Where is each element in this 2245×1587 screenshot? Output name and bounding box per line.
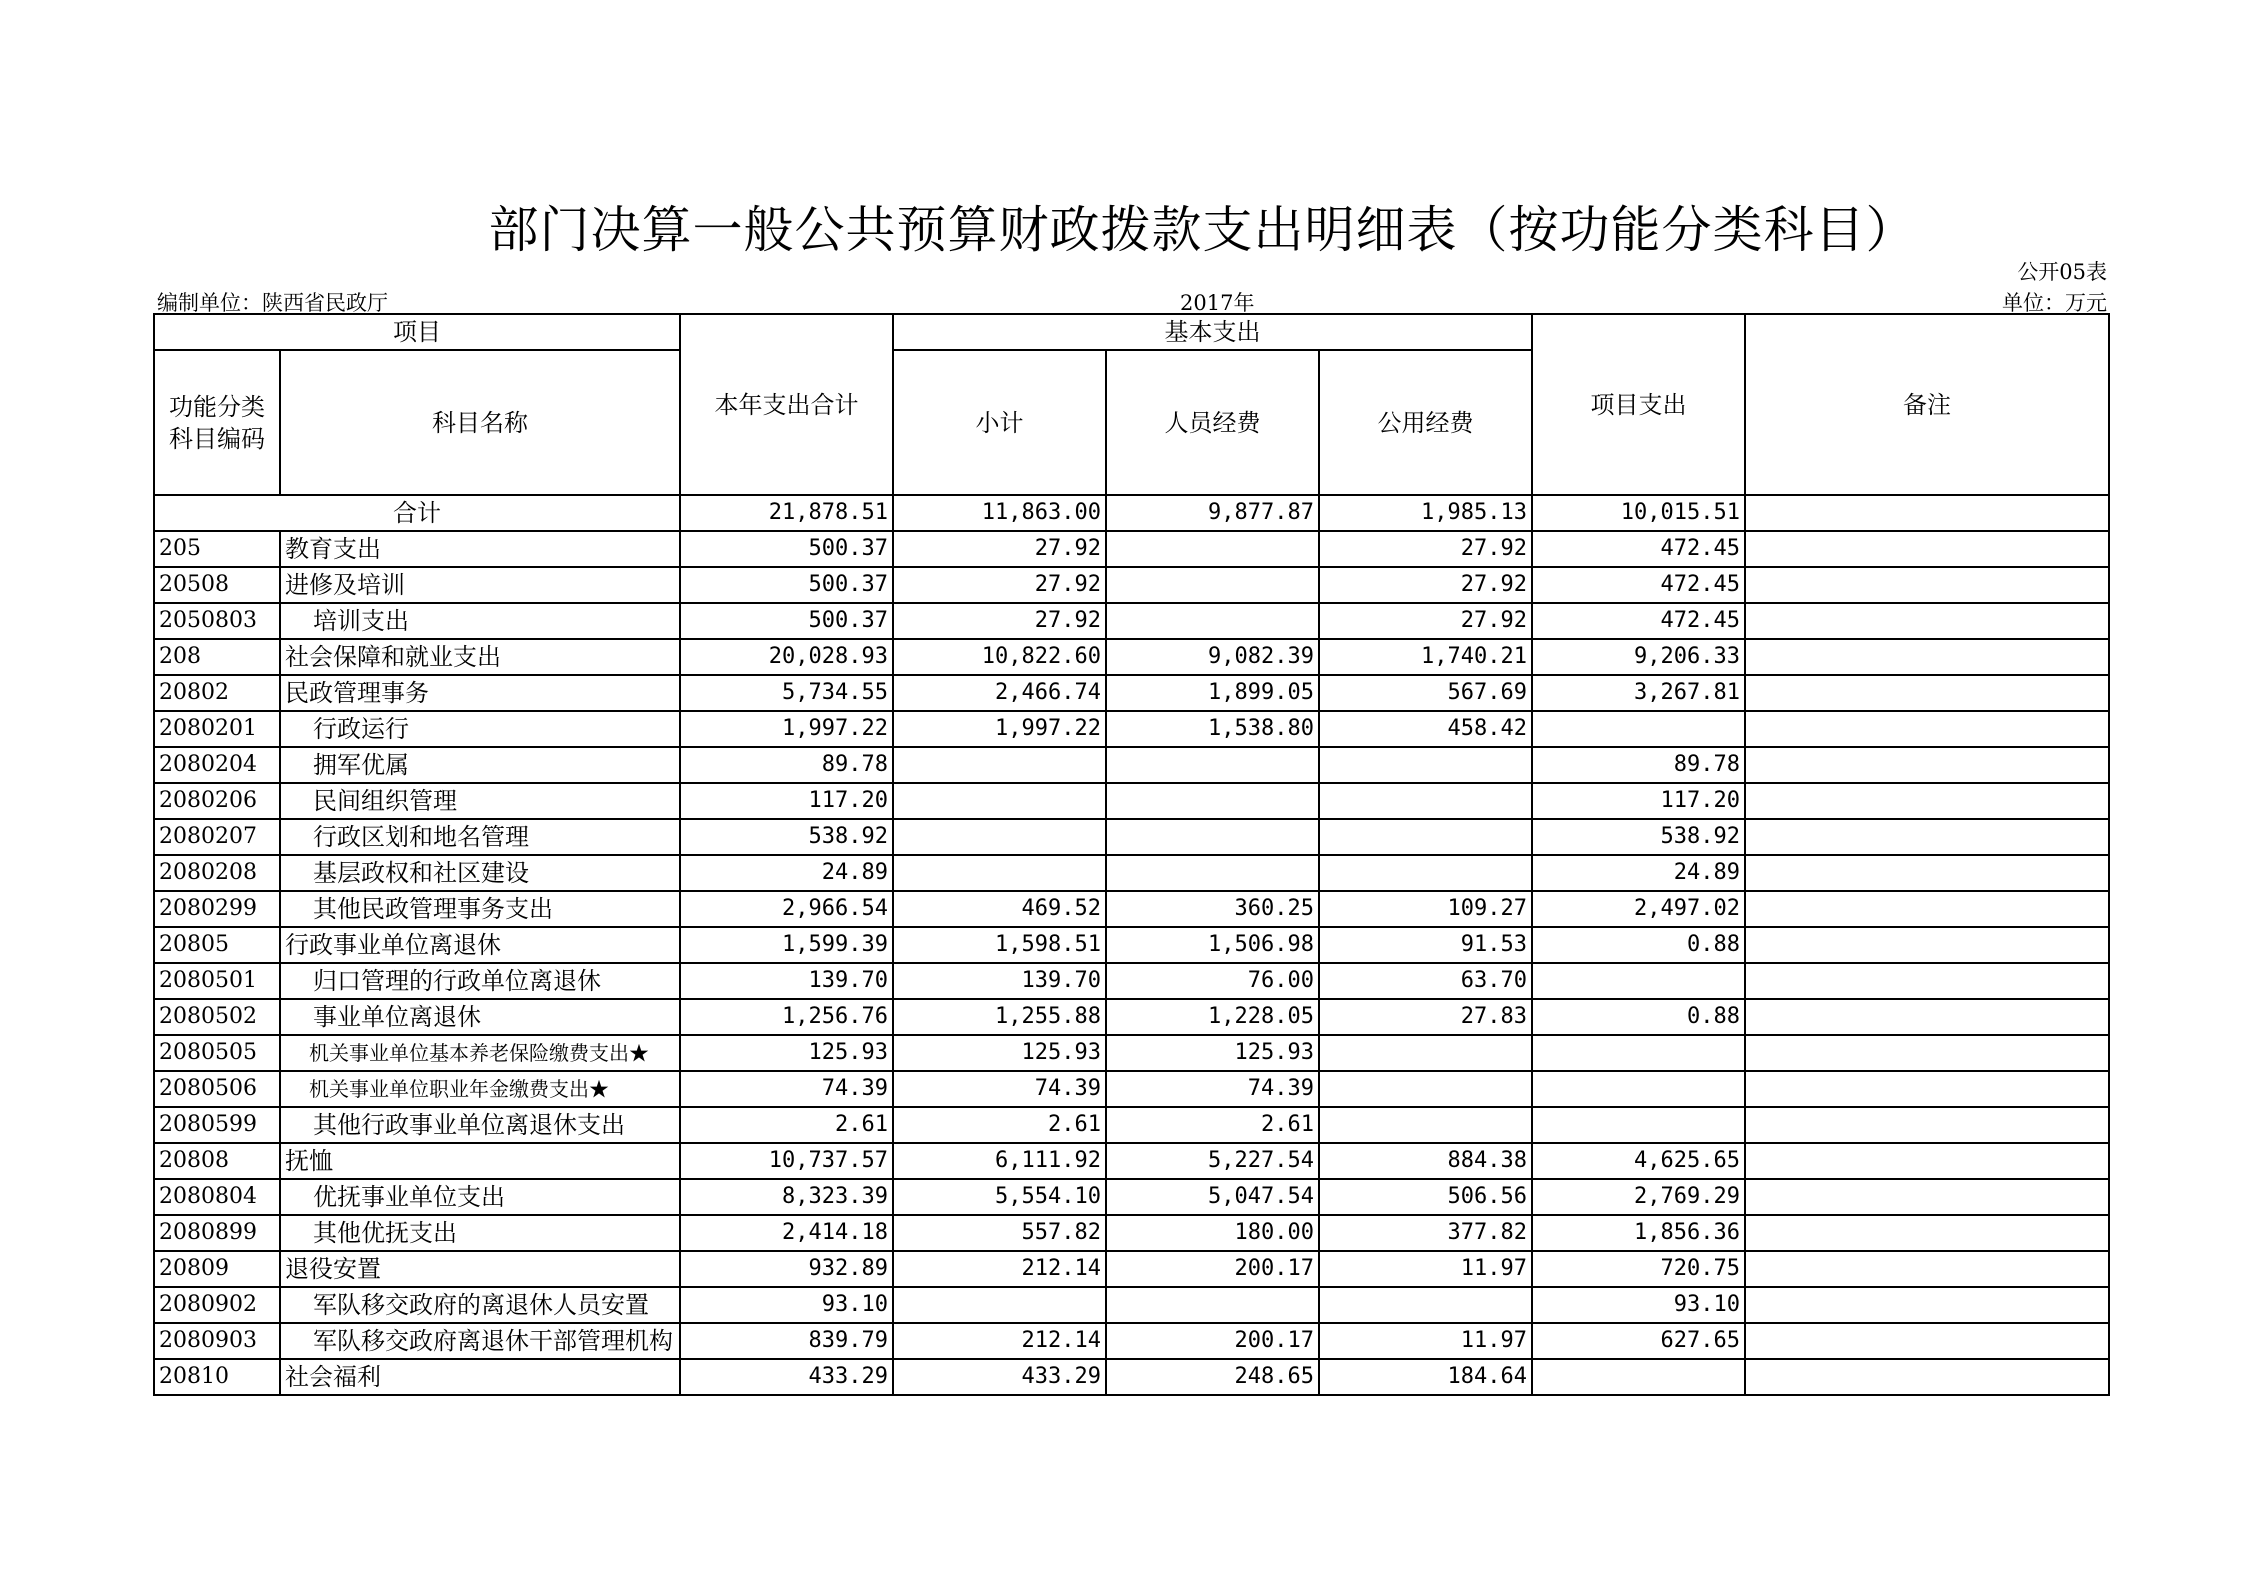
project-cell: 472.45 — [1532, 531, 1745, 567]
table-row — [154, 1215, 2109, 1251]
total-cell: 1,256.76 — [680, 999, 893, 1035]
header-basic: 基本支出 — [893, 314, 1532, 350]
header-subtotal: 小计 — [893, 350, 1106, 495]
name-cell: 行政运行 — [280, 711, 680, 747]
public-cell: 27.83 — [1319, 999, 1532, 1035]
name-cell: 退役安置 — [280, 1251, 680, 1287]
project-cell: 9,206.33 — [1532, 639, 1745, 675]
code-cell: 208 — [154, 639, 280, 675]
subtotal-cell: 74.39 — [893, 1071, 1106, 1107]
code-cell: 2080204 — [154, 747, 280, 783]
code-cell: 2080899 — [154, 1215, 280, 1251]
personnel-cell — [1106, 819, 1319, 855]
table-row — [154, 603, 2109, 639]
public-cell: 27.92 — [1319, 567, 1532, 603]
public-cell: 91.53 — [1319, 927, 1532, 963]
personnel-cell: 248.65 — [1106, 1359, 1319, 1395]
code-cell: 20808 — [154, 1143, 280, 1179]
remark-cell — [1745, 1323, 2109, 1359]
remark-cell — [1745, 855, 2109, 891]
table-row — [154, 531, 2109, 567]
name-cell: 培训支出 — [280, 603, 680, 639]
personnel-cell: 1,506.98 — [1106, 927, 1319, 963]
total-cell: 139.70 — [680, 963, 893, 999]
project-cell — [1532, 1359, 1745, 1395]
personnel-cell: 76.00 — [1106, 963, 1319, 999]
project-cell: 2,497.02 — [1532, 891, 1745, 927]
remark-cell — [1745, 783, 2109, 819]
name-cell: 事业单位离退休 — [280, 999, 680, 1035]
header-item: 项目 — [154, 314, 680, 350]
name-cell: 优抚事业单位支出 — [280, 1179, 680, 1215]
subtotal-cell: 469.52 — [893, 891, 1106, 927]
public-cell — [1319, 1107, 1532, 1143]
total-cell: 24.89 — [680, 855, 893, 891]
personnel-cell: 360.25 — [1106, 891, 1319, 927]
code-cell: 20810 — [154, 1359, 280, 1395]
name-cell: 军队移交政府离退休干部管理机构 — [280, 1323, 680, 1359]
personnel-cell — [1106, 567, 1319, 603]
subtotal-cell: 27.92 — [893, 603, 1106, 639]
table-row — [154, 567, 2109, 603]
public-cell: 567.69 — [1319, 675, 1532, 711]
code-cell: 2080902 — [154, 1287, 280, 1323]
remark-cell — [1745, 1179, 2109, 1215]
subtotal-cell: 1,255.88 — [893, 999, 1106, 1035]
name-cell: 其他优抚支出 — [280, 1215, 680, 1251]
table-row — [154, 1035, 2109, 1071]
remark-cell — [1745, 1215, 2109, 1251]
name-cell: 教育支出 — [280, 531, 680, 567]
project-cell — [1532, 711, 1745, 747]
table-row — [154, 747, 2109, 783]
public-cell: 184.64 — [1319, 1359, 1532, 1395]
total-cell: 74.39 — [680, 1071, 893, 1107]
total-cell: 500.37 — [680, 603, 893, 639]
name-cell: 基层政权和社区建设 — [280, 855, 680, 891]
remark-cell — [1745, 747, 2109, 783]
table-row — [154, 675, 2109, 711]
subtotal-cell: 212.14 — [893, 1251, 1106, 1287]
table-row — [154, 1071, 2109, 1107]
project-cell: 1,856.36 — [1532, 1215, 1745, 1251]
subtotal-cell: 1,997.22 — [893, 711, 1106, 747]
total-cell: 2,966.54 — [680, 891, 893, 927]
remark-cell — [1745, 819, 2109, 855]
table-row — [154, 783, 2109, 819]
code-cell: 2080804 — [154, 1179, 280, 1215]
name-cell: 行政事业单位离退休 — [280, 927, 680, 963]
subtotal-cell: 6,111.92 — [893, 1143, 1106, 1179]
public-cell: 11.97 — [1319, 1323, 1532, 1359]
personnel-cell: 125.93 — [1106, 1035, 1319, 1071]
unit-label: 单位：万元 — [2002, 291, 2107, 315]
table-row — [154, 639, 2109, 675]
total-cell: 2.61 — [680, 1107, 893, 1143]
code-cell: 2080502 — [154, 999, 280, 1035]
name-cell: 行政区划和地名管理 — [280, 819, 680, 855]
subtotal-cell: 139.70 — [893, 963, 1106, 999]
remark-cell — [1745, 1107, 2109, 1143]
personnel-cell: 200.17 — [1106, 1251, 1319, 1287]
name-cell: 其他民政管理事务支出 — [280, 891, 680, 927]
code-cell: 2080201 — [154, 711, 280, 747]
table-row — [154, 999, 2109, 1035]
public-cell: 506.56 — [1319, 1179, 1532, 1215]
code-cell: 2080206 — [154, 783, 280, 819]
table-row — [154, 927, 2109, 963]
expenditure-table — [153, 313, 2110, 1396]
subtotal-cell: 27.92 — [893, 531, 1106, 567]
code-cell: 2080599 — [154, 1107, 280, 1143]
personnel-cell: 2.61 — [1106, 1107, 1319, 1143]
table-row — [154, 819, 2109, 855]
project-cell: 4,625.65 — [1532, 1143, 1745, 1179]
code-cell: 20805 — [154, 927, 280, 963]
personnel-cell — [1106, 603, 1319, 639]
project-cell: 24.89 — [1532, 855, 1745, 891]
code-cell: 20809 — [154, 1251, 280, 1287]
total-cell: 1,599.39 — [680, 927, 893, 963]
total-cell: 1,997.22 — [680, 711, 893, 747]
subtotal-cell: 433.29 — [893, 1359, 1106, 1395]
total-cell: 500.37 — [680, 567, 893, 603]
project-cell — [1532, 963, 1745, 999]
remark-cell — [1745, 999, 2109, 1035]
total-cell: 932.89 — [680, 1251, 893, 1287]
remark-cell — [1745, 1143, 2109, 1179]
subtotal-cell: 2.61 — [893, 1107, 1106, 1143]
public-cell: 27.92 — [1319, 531, 1532, 567]
public-cell: 377.82 — [1319, 1215, 1532, 1251]
project-cell: 472.45 — [1532, 603, 1745, 639]
project-cell: 720.75 — [1532, 1251, 1745, 1287]
table-row — [154, 855, 2109, 891]
project-cell: 10,015.51 — [1532, 495, 1745, 531]
public-cell: 1,740.21 — [1319, 639, 1532, 675]
header-name: 科目名称 — [280, 350, 680, 495]
personnel-cell: 1,228.05 — [1106, 999, 1319, 1035]
remark-cell — [1745, 891, 2109, 927]
project-cell — [1532, 1035, 1745, 1071]
subtotal-cell: 1,598.51 — [893, 927, 1106, 963]
total-row — [154, 495, 2109, 531]
remark-cell — [1745, 1359, 2109, 1395]
subtotal-cell: 2,466.74 — [893, 675, 1106, 711]
personnel-cell: 200.17 — [1106, 1323, 1319, 1359]
public-cell — [1319, 855, 1532, 891]
personnel-cell — [1106, 1287, 1319, 1323]
table-row — [154, 711, 2109, 747]
subtotal-cell — [893, 1287, 1106, 1323]
public-cell — [1319, 1287, 1532, 1323]
personnel-cell — [1106, 855, 1319, 891]
subtotal-cell: 125.93 — [893, 1035, 1106, 1071]
header-code: 功能分类科目编码 — [154, 350, 280, 495]
total-cell: 5,734.55 — [680, 675, 893, 711]
name-cell: 归口管理的行政单位离退休 — [280, 963, 680, 999]
subtotal-cell: 557.82 — [893, 1215, 1106, 1251]
table-row — [154, 1179, 2109, 1215]
project-cell: 627.65 — [1532, 1323, 1745, 1359]
total-cell: 93.10 — [680, 1287, 893, 1323]
code-cell: 205 — [154, 531, 280, 567]
table-row — [154, 963, 2109, 999]
name-cell: 军队移交政府的离退休人员安置 — [280, 1287, 680, 1323]
personnel-cell: 74.39 — [1106, 1071, 1319, 1107]
year-label: 2017年 — [1180, 291, 1255, 315]
project-cell: 2,769.29 — [1532, 1179, 1745, 1215]
personnel-cell: 1,899.05 — [1106, 675, 1319, 711]
personnel-cell: 9,082.39 — [1106, 639, 1319, 675]
header-remark: 备注 — [1745, 314, 2109, 495]
remark-cell — [1745, 1287, 2109, 1323]
public-cell: 1,985.13 — [1319, 495, 1532, 531]
header-row-1 — [154, 314, 2109, 350]
personnel-cell: 5,047.54 — [1106, 1179, 1319, 1215]
total-cell: 89.78 — [680, 747, 893, 783]
table-row — [154, 1359, 2109, 1395]
total-cell: 117.20 — [680, 783, 893, 819]
code-cell: 2050803 — [154, 603, 280, 639]
subtotal-cell: 27.92 — [893, 567, 1106, 603]
subtotal-cell: 212.14 — [893, 1323, 1106, 1359]
code-cell: 2080208 — [154, 855, 280, 891]
remark-cell — [1745, 711, 2109, 747]
remark-cell — [1745, 603, 2109, 639]
total-label: 合计 — [154, 495, 680, 531]
total-cell: 500.37 — [680, 531, 893, 567]
header-total: 本年支出合计 — [680, 314, 893, 495]
name-cell: 社会福利 — [280, 1359, 680, 1395]
subtotal-cell: 10,822.60 — [893, 639, 1106, 675]
project-cell: 0.88 — [1532, 999, 1745, 1035]
remark-cell — [1745, 675, 2109, 711]
subtotal-cell — [893, 783, 1106, 819]
remark-cell — [1745, 531, 2109, 567]
personnel-cell: 5,227.54 — [1106, 1143, 1319, 1179]
public-cell — [1319, 747, 1532, 783]
public-cell: 11.97 — [1319, 1251, 1532, 1287]
name-cell: 拥军优属 — [280, 747, 680, 783]
public-cell — [1319, 1071, 1532, 1107]
name-cell: 社会保障和就业支出 — [280, 639, 680, 675]
name-cell: 民政管理事务 — [280, 675, 680, 711]
project-cell: 89.78 — [1532, 747, 1745, 783]
project-cell: 538.92 — [1532, 819, 1745, 855]
remark-cell — [1745, 1071, 2109, 1107]
project-cell: 3,267.81 — [1532, 675, 1745, 711]
total-cell: 21,878.51 — [680, 495, 893, 531]
code-cell: 20802 — [154, 675, 280, 711]
subtotal-cell: 11,863.00 — [893, 495, 1106, 531]
table-row — [154, 1323, 2109, 1359]
public-cell — [1319, 819, 1532, 855]
remark-cell — [1745, 495, 2109, 531]
header-public: 公用经费 — [1319, 350, 1532, 495]
org-label: 编制单位：陕西省民政厅 — [157, 291, 388, 315]
public-cell: 109.27 — [1319, 891, 1532, 927]
remark-cell — [1745, 927, 2109, 963]
total-cell: 10,737.57 — [680, 1143, 893, 1179]
total-cell: 839.79 — [680, 1323, 893, 1359]
personnel-cell — [1106, 783, 1319, 819]
public-cell — [1319, 783, 1532, 819]
subtotal-cell — [893, 819, 1106, 855]
public-cell: 27.92 — [1319, 603, 1532, 639]
project-cell: 472.45 — [1532, 567, 1745, 603]
personnel-cell: 1,538.80 — [1106, 711, 1319, 747]
personnel-cell: 180.00 — [1106, 1215, 1319, 1251]
total-cell: 125.93 — [680, 1035, 893, 1071]
personnel-cell — [1106, 747, 1319, 783]
table-row — [154, 891, 2109, 927]
table-row — [154, 1107, 2109, 1143]
name-cell: 抚恤 — [280, 1143, 680, 1179]
table-row — [154, 1287, 2109, 1323]
total-cell: 433.29 — [680, 1359, 893, 1395]
subtotal-cell: 5,554.10 — [893, 1179, 1106, 1215]
public-cell: 458.42 — [1319, 711, 1532, 747]
total-cell: 538.92 — [680, 819, 893, 855]
header-project: 项目支出 — [1532, 314, 1745, 495]
project-cell: 0.88 — [1532, 927, 1745, 963]
subtotal-cell — [893, 747, 1106, 783]
public-cell: 63.70 — [1319, 963, 1532, 999]
total-cell: 2,414.18 — [680, 1215, 893, 1251]
name-cell: 机关事业单位基本养老保险缴费支出★ — [280, 1035, 680, 1071]
name-cell: 其他行政事业单位离退休支出 — [280, 1107, 680, 1143]
remark-cell — [1745, 567, 2109, 603]
name-cell: 机关事业单位职业年金缴费支出★ — [280, 1071, 680, 1107]
table-row — [154, 1251, 2109, 1287]
public-cell: 884.38 — [1319, 1143, 1532, 1179]
name-cell: 进修及培训 — [280, 567, 680, 603]
total-cell: 8,323.39 — [680, 1179, 893, 1215]
remark-cell — [1745, 1251, 2109, 1287]
code-cell: 20508 — [154, 567, 280, 603]
page-title: 部门决算一般公共预算财政拨款支出明细表（按功能分类科目） — [488, 201, 1917, 259]
code-cell: 2080505 — [154, 1035, 280, 1071]
name-cell: 民间组织管理 — [280, 783, 680, 819]
personnel-cell: 9,877.87 — [1106, 495, 1319, 531]
remark-cell — [1745, 963, 2109, 999]
project-cell: 117.20 — [1532, 783, 1745, 819]
project-cell — [1532, 1071, 1745, 1107]
table-row — [154, 1143, 2109, 1179]
code-cell: 2080299 — [154, 891, 280, 927]
table-number: 公开05表 — [2017, 260, 2107, 284]
code-cell: 2080506 — [154, 1071, 280, 1107]
total-cell: 20,028.93 — [680, 639, 893, 675]
public-cell — [1319, 1035, 1532, 1071]
remark-cell — [1745, 1035, 2109, 1071]
code-cell: 2080501 — [154, 963, 280, 999]
header-personnel: 人员经费 — [1106, 350, 1319, 495]
subtotal-cell — [893, 855, 1106, 891]
remark-cell — [1745, 639, 2109, 675]
project-cell — [1532, 1107, 1745, 1143]
project-cell: 93.10 — [1532, 1287, 1745, 1323]
personnel-cell — [1106, 531, 1319, 567]
code-cell: 2080207 — [154, 819, 280, 855]
code-cell: 2080903 — [154, 1323, 280, 1359]
